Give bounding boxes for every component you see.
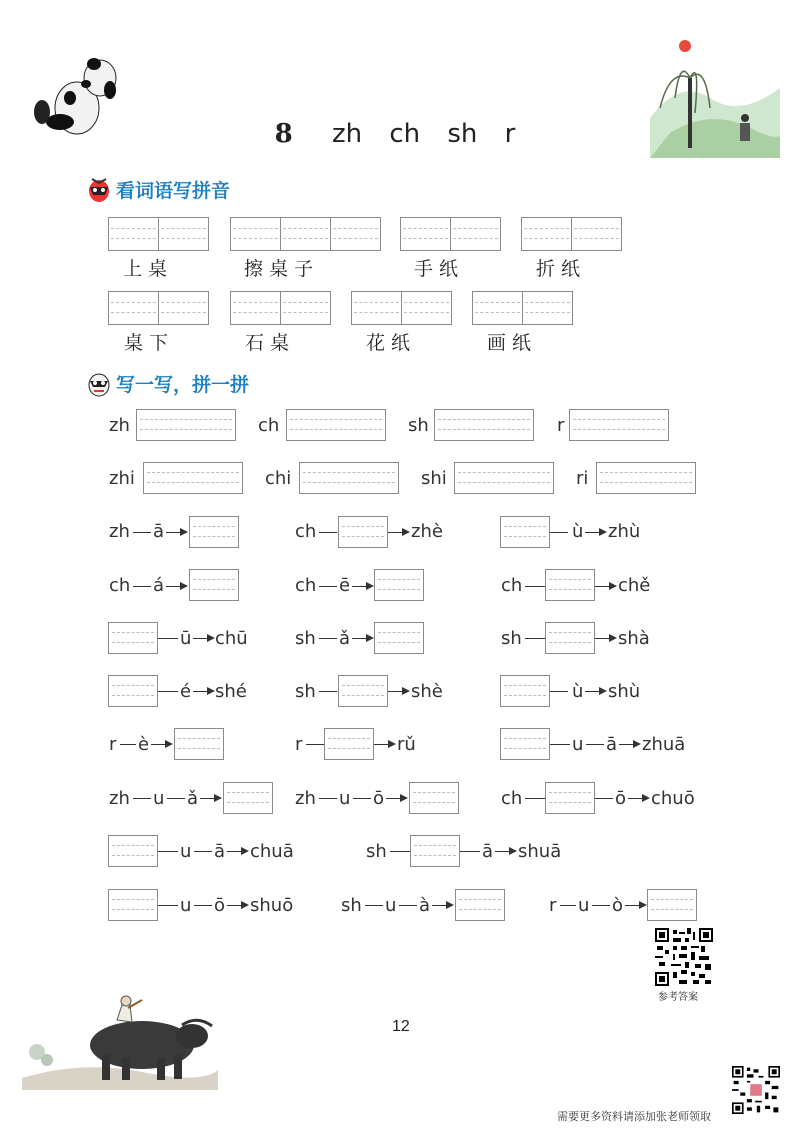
pinyin-part: á [153,575,165,596]
qr-code-icon[interactable] [655,928,713,986]
pinyin-part: r [109,734,117,755]
answer-box[interactable] [500,516,550,548]
word-label: 手 纸 [414,258,459,280]
initial-label: r [557,415,565,436]
pinyin-part: ch [295,575,317,596]
write-box[interactable] [286,409,386,441]
answer-box[interactable] [409,782,459,814]
pinyin-box-group[interactable] [108,291,208,325]
syllable-label: chi [265,468,292,489]
pinyin-result: zhuā [642,734,686,755]
pinyin-part: ā [482,841,494,862]
pinyin-part: ū [180,628,192,649]
title-syllable: r [504,119,516,149]
answer-box[interactable] [223,782,273,814]
write-box[interactable] [143,462,243,494]
answer-box[interactable] [324,728,374,760]
page-number: 12 [392,1018,410,1035]
pinyin-result: shà [618,628,650,649]
answer-box[interactable] [189,516,239,548]
pinyin-part: ch [109,575,131,596]
pinyin-part: ō [214,895,226,916]
syllable-label: ri [576,468,589,489]
write-box[interactable] [299,462,399,494]
pinyin-part: ch [501,788,523,809]
buffalo-illustration [22,990,218,1090]
pinyin-part: sh [366,841,387,862]
pinyin-part: sh [295,681,316,702]
pinyin-result: zhù [608,521,641,542]
pinyin-part: ù [572,521,584,542]
pinyin-part: u [572,734,584,755]
pinyin-part: u [578,895,590,916]
pinyin-result: shuō [250,895,294,916]
pinyin-result: chuā [250,841,294,862]
pinyin-part: ā [606,734,618,755]
word-label: 桌 下 [124,332,169,354]
write-box[interactable] [454,462,554,494]
pinyin-part: r [295,734,303,755]
answer-box[interactable] [647,889,697,921]
word-label: 上 桌 [123,258,168,280]
word-label: 画 纸 [487,332,532,354]
word-label: 花 纸 [366,332,411,354]
opera-mask-icon [88,371,110,397]
pinyin-part: ǎ [187,788,199,809]
write-box[interactable] [569,409,669,441]
answer-box[interactable] [174,728,224,760]
answer-box[interactable] [108,889,158,921]
initial-label: ch [258,415,280,436]
pinyin-box-group[interactable] [230,291,330,325]
pinyin-part: è [138,734,150,755]
answer-box[interactable] [338,675,388,707]
pinyin-part: ch [295,521,317,542]
pinyin-result: shuā [518,841,562,862]
opera-mask-icon [88,177,110,203]
write-box[interactable] [434,409,534,441]
title-syllable: zh [331,119,363,149]
answer-box[interactable] [500,728,550,760]
pinyin-part: ch [501,575,523,596]
write-box[interactable] [136,409,236,441]
answer-box[interactable] [374,622,424,654]
pinyin-box-group[interactable] [400,217,500,251]
pinyin-box-group[interactable] [521,217,621,251]
pinyin-part: r [549,895,557,916]
pinyin-box-group[interactable] [351,291,451,325]
answer-box[interactable] [374,569,424,601]
title-syllable: ch [389,119,421,149]
answer-box[interactable] [108,835,158,867]
footer-note: 需要更多资料请添加张老师领取 [557,1110,711,1123]
answer-box[interactable] [455,889,505,921]
initial-label: zh [109,415,130,436]
pinyin-part: zh [295,788,316,809]
footer-qr-code-icon[interactable] [732,1066,780,1114]
pinyin-result: shè [411,681,443,702]
pinyin-result: chě [618,575,651,596]
pinyin-box-group[interactable] [230,217,380,251]
pinyin-result: chū [215,628,248,649]
word-label: 石 桌 [245,332,290,354]
pinyin-part: ù [572,681,584,702]
section2-heading: 写一写，拼一拼 [88,370,249,397]
word-label: 擦 桌 子 [244,258,314,280]
answer-box[interactable] [189,569,239,601]
word-label: 折 纸 [536,258,581,280]
section1-heading: 看词语写拼音 [88,176,230,203]
pinyin-part: ā [214,841,226,862]
pinyin-part: u [180,841,192,862]
pinyin-part: é [180,681,192,702]
pinyin-part: ā [153,521,165,542]
lesson-number: 8 [274,119,293,149]
syllable-label: zhi [109,468,135,489]
answer-box[interactable] [545,782,595,814]
pinyin-part: ǎ [339,628,351,649]
pinyin-part: sh [295,628,316,649]
answer-box[interactable] [500,675,550,707]
pinyin-part: ō [615,788,627,809]
pinyin-part: ò [612,895,624,916]
pinyin-box-group[interactable] [108,217,208,251]
pinyin-part: u [385,895,397,916]
pinyin-part: zh [109,521,130,542]
write-box[interactable] [596,462,696,494]
pinyin-part: u [153,788,165,809]
pinyin-result: chuō [651,788,695,809]
pinyin-part: u [339,788,351,809]
syllable-label: shi [421,468,447,489]
answer-box[interactable] [108,622,158,654]
page-title [0,118,800,149]
answer-box[interactable] [108,675,158,707]
pinyin-part: zh [109,788,130,809]
pinyin-result: rǔ [397,734,416,755]
pinyin-part: ē [339,575,351,596]
pinyin-result: shù [608,681,641,702]
answer-qr-label: 参考答案 [658,992,698,1003]
title-syllable: sh [447,119,478,149]
pinyin-part: à [419,895,431,916]
pinyin-box-group[interactable] [472,291,572,325]
answer-box[interactable] [338,516,388,548]
pinyin-part: sh [341,895,362,916]
pinyin-part: ō [373,788,385,809]
pinyin-part: sh [501,628,522,649]
initial-label: sh [408,415,429,436]
answer-box[interactable] [545,622,595,654]
answer-box[interactable] [545,569,595,601]
answer-box[interactable] [410,835,460,867]
pinyin-result: zhè [411,521,443,542]
pinyin-part: u [180,895,192,916]
pinyin-result: shé [215,681,247,702]
